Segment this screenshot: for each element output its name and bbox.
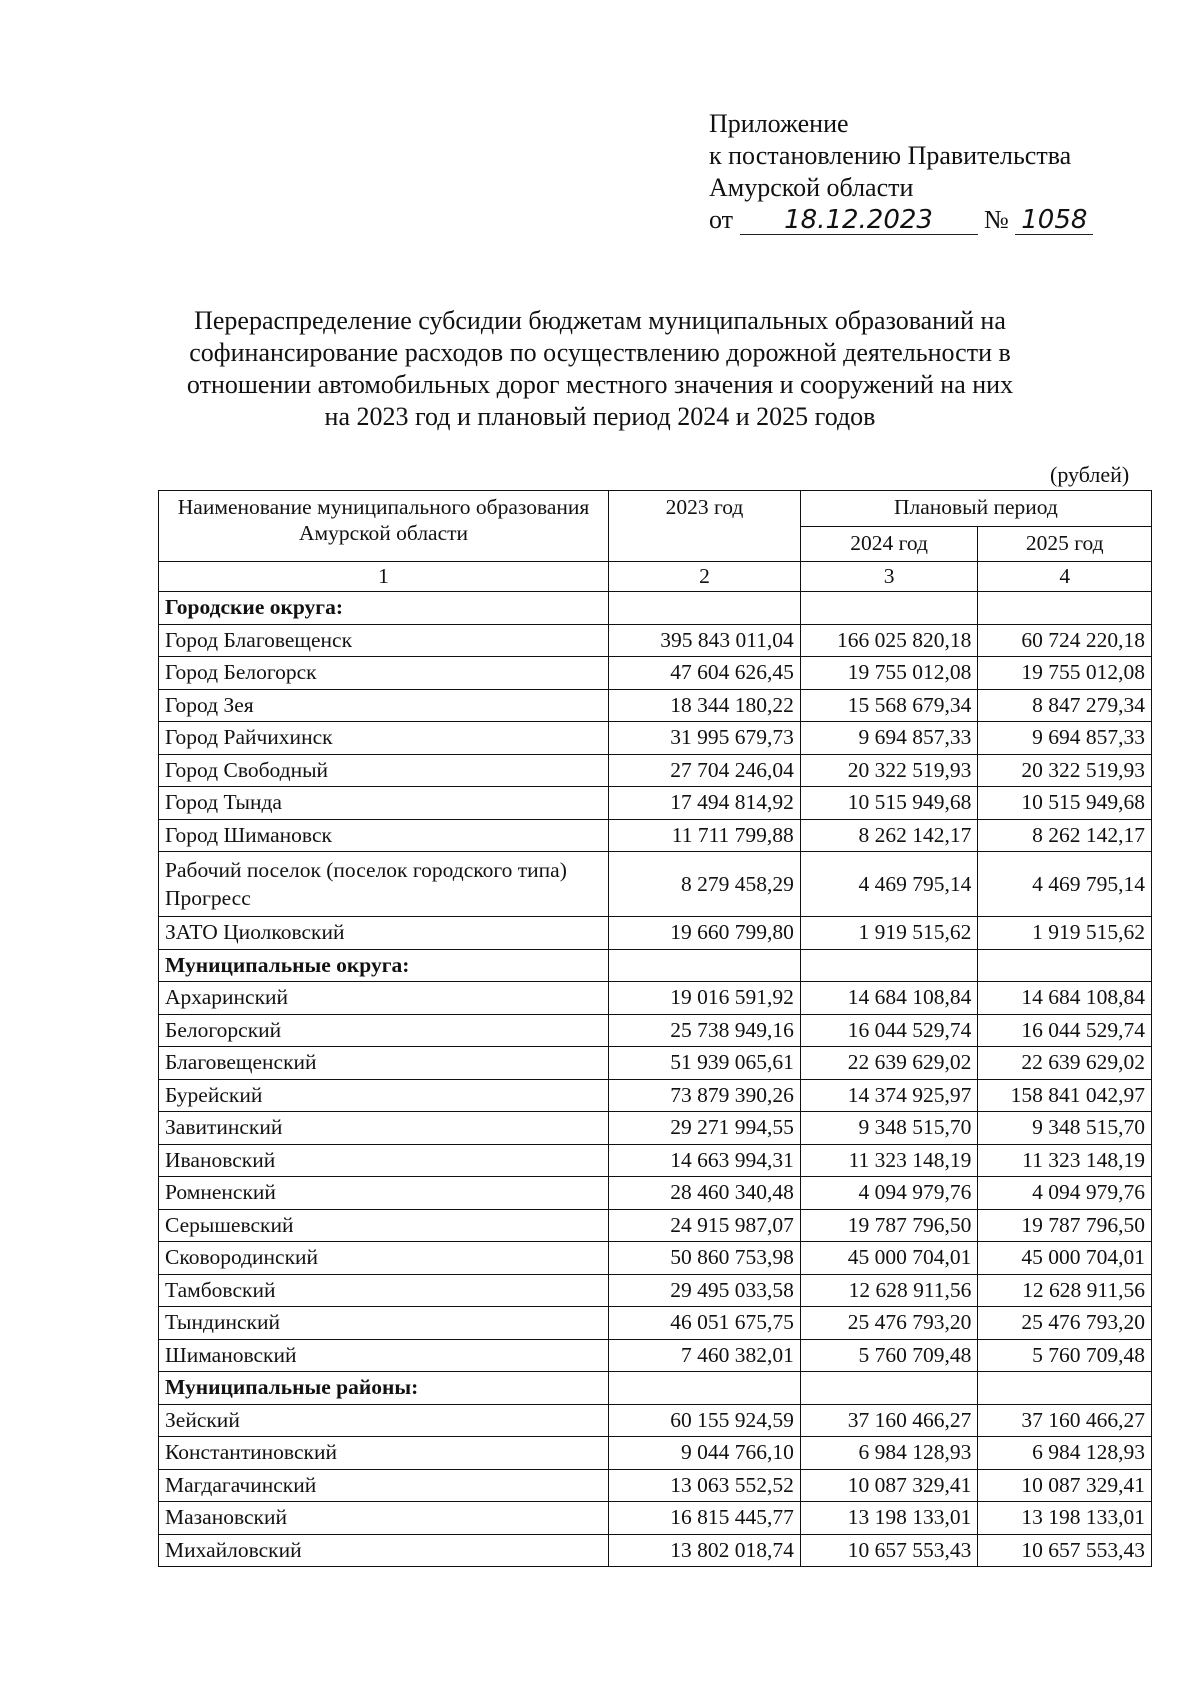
- table-row: [159, 1502, 1152, 1535]
- table-row: [159, 1404, 1152, 1437]
- value-2024: 37 160 466,27: [800, 1404, 978, 1437]
- value-2025: 19 755 012,08: [978, 657, 1152, 690]
- value-2025: 25 476 793,20: [978, 1307, 1152, 1340]
- value-2024: 9 694 857,33: [800, 722, 978, 755]
- municipality-name: Город Свободный: [159, 754, 609, 787]
- table-row: [159, 1144, 1152, 1177]
- municipality-name: Константиновский: [159, 1437, 609, 1470]
- municipality-name: Белогорский: [159, 1014, 609, 1047]
- table-row: [159, 982, 1152, 1015]
- municipality-name: Город Зея: [159, 689, 609, 722]
- table-row: [159, 1014, 1152, 1047]
- value-2023: 13 063 552,52: [609, 1469, 801, 1502]
- value-2025: 9 348 515,70: [978, 1112, 1152, 1145]
- annex-block: [709, 108, 1093, 236]
- value-2024: 5 760 709,48: [800, 1339, 978, 1372]
- value-2023: 18 344 180,22: [609, 689, 801, 722]
- empty-cell: [800, 949, 978, 982]
- value-2024: 10 515 949,68: [800, 787, 978, 820]
- municipality-name: Тындинский: [159, 1307, 609, 1340]
- title-line-2: софинансирование расходов по осуществлению дорожной деятельности в: [189, 338, 1011, 367]
- value-2025: 19 787 796,50: [978, 1209, 1152, 1242]
- value-2023: 8 279 458,29: [609, 852, 801, 917]
- value-2024: 22 639 629,02: [800, 1047, 978, 1080]
- section-title: Городские округа:: [159, 592, 609, 625]
- municipality-name: Город Благовещенск: [159, 624, 609, 657]
- annex-region: Амурской области: [709, 173, 914, 202]
- empty-cell: [800, 592, 978, 625]
- table-row: [159, 657, 1152, 690]
- municipality-name: Рабочий поселок (поселок городского типа) Прогресс: [159, 852, 609, 917]
- table-row: [159, 917, 1152, 950]
- value-2024: 11 323 148,19: [800, 1144, 978, 1177]
- value-2024: 19 787 796,50: [800, 1209, 978, 1242]
- value-2025: 4 469 795,14: [978, 852, 1152, 917]
- empty-cell: [609, 592, 801, 625]
- table-row: [159, 1209, 1152, 1242]
- table-row: [159, 624, 1152, 657]
- municipality-name: Магдагачинский: [159, 1469, 609, 1502]
- value-2024: 14 374 925,97: [800, 1079, 978, 1112]
- table-row: [159, 1047, 1152, 1080]
- value-2024: 25 476 793,20: [800, 1307, 978, 1340]
- header-2024: 2024 год: [800, 526, 978, 562]
- value-2023: 73 879 390,26: [609, 1079, 801, 1112]
- value-2025: 10 515 949,68: [978, 787, 1152, 820]
- value-2023: 28 460 340,48: [609, 1177, 801, 1210]
- table-row: [159, 1437, 1152, 1470]
- value-2024: 4 469 795,14: [800, 852, 978, 917]
- section-title: Муниципальные районы:: [159, 1372, 609, 1405]
- municipality-name: Благовещенский: [159, 1047, 609, 1080]
- header-2025: 2025 год: [978, 526, 1152, 562]
- empty-cell: [978, 1372, 1152, 1405]
- annex-date-line: [709, 204, 1093, 236]
- column-number: 4: [978, 562, 1152, 592]
- header-planned-period: Плановый период: [800, 491, 1151, 527]
- value-2023: 47 604 626,45: [609, 657, 801, 690]
- empty-cell: [800, 1372, 978, 1405]
- number-prefix: №: [984, 205, 1009, 234]
- value-2023: 9 044 766,10: [609, 1437, 801, 1470]
- empty-cell: [609, 949, 801, 982]
- title-line-3: отношении автомобильных дорог местного значения и сооружений на них: [186, 370, 1014, 399]
- value-2024: 45 000 704,01: [800, 1242, 978, 1275]
- value-2023: 24 915 987,07: [609, 1209, 801, 1242]
- value-2023: 13 802 018,74: [609, 1534, 801, 1567]
- municipality-name: ЗАТО Циолковский: [159, 917, 609, 950]
- value-2023: 29 271 994,55: [609, 1112, 801, 1145]
- column-number: 3: [800, 562, 978, 592]
- table-row: [159, 852, 1152, 917]
- municipality-name: Город Тында: [159, 787, 609, 820]
- table-header: [159, 491, 1152, 592]
- table-row: [159, 1469, 1152, 1502]
- value-2024: 4 094 979,76: [800, 1177, 978, 1210]
- value-2025: 1 919 515,62: [978, 917, 1152, 950]
- value-2024: 14 684 108,84: [800, 982, 978, 1015]
- section-row: [159, 1372, 1152, 1405]
- annex-reference: к постановлению Правительства: [709, 141, 1072, 170]
- value-2025: 11 323 148,19: [978, 1144, 1152, 1177]
- municipality-name: Архаринский: [159, 982, 609, 1015]
- document-title: [150, 305, 1050, 433]
- value-2024: 15 568 679,34: [800, 689, 978, 722]
- municipality-name: Завитинский: [159, 1112, 609, 1145]
- value-2025: 5 760 709,48: [978, 1339, 1152, 1372]
- section-title: Муниципальные округа:: [159, 949, 609, 982]
- value-2025: 14 684 108,84: [978, 982, 1152, 1015]
- municipality-name: Город Белогорск: [159, 657, 609, 690]
- value-2025: 10 087 329,41: [978, 1469, 1152, 1502]
- value-2025: 45 000 704,01: [978, 1242, 1152, 1275]
- value-2023: 14 663 994,31: [609, 1144, 801, 1177]
- empty-cell: [978, 592, 1152, 625]
- table-row: [159, 787, 1152, 820]
- value-2023: 19 660 799,80: [609, 917, 801, 950]
- table-row: [159, 1079, 1152, 1112]
- value-2024: 10 087 329,41: [800, 1469, 978, 1502]
- header-2023: 2023 год: [609, 491, 801, 562]
- value-2025: 8 847 279,34: [978, 689, 1152, 722]
- value-2023: 46 051 675,75: [609, 1307, 801, 1340]
- empty-cell: [609, 1372, 801, 1405]
- value-2025: 9 694 857,33: [978, 722, 1152, 755]
- table-row: [159, 1177, 1152, 1210]
- value-2023: 51 939 065,61: [609, 1047, 801, 1080]
- table-row: [159, 1307, 1152, 1340]
- column-number: 1: [159, 562, 609, 592]
- value-2023: 17 494 814,92: [609, 787, 801, 820]
- value-2023: 7 460 382,01: [609, 1339, 801, 1372]
- table-row: [159, 722, 1152, 755]
- value-2025: 22 639 629,02: [978, 1047, 1152, 1080]
- table-body: [159, 592, 1152, 1567]
- empty-cell: [978, 949, 1152, 982]
- municipality-name: Сковородинский: [159, 1242, 609, 1275]
- value-2023: 50 860 753,98: [609, 1242, 801, 1275]
- table-row: [159, 1534, 1152, 1567]
- value-2025: 13 198 133,01: [978, 1502, 1152, 1535]
- title-line-4: на 2023 год и плановый период 2024 и 2025 годов: [324, 402, 876, 431]
- municipality-name: Город Райчихинск: [159, 722, 609, 755]
- table-row: [159, 754, 1152, 787]
- municipality-name: Мазановский: [159, 1502, 609, 1535]
- value-2024: 166 025 820,18: [800, 624, 978, 657]
- value-2023: 27 704 246,04: [609, 754, 801, 787]
- value-2024: 9 348 515,70: [800, 1112, 978, 1145]
- value-2023: 16 815 445,77: [609, 1502, 801, 1535]
- units-label: (рублей): [1050, 462, 1130, 487]
- value-2025: 6 984 128,93: [978, 1437, 1152, 1470]
- municipality-name: Ивановский: [159, 1144, 609, 1177]
- handwritten-date: 18.12.2023: [740, 206, 978, 235]
- value-2025: 4 094 979,76: [978, 1177, 1152, 1210]
- value-2023: 25 738 949,16: [609, 1014, 801, 1047]
- value-2025: 12 628 911,56: [978, 1274, 1152, 1307]
- value-2024: 20 322 519,93: [800, 754, 978, 787]
- municipality-name: Город Шимановск: [159, 819, 609, 852]
- value-2023: 31 995 679,73: [609, 722, 801, 755]
- subsidy-table: [158, 490, 1152, 1567]
- section-row: [159, 949, 1152, 982]
- value-2023: 60 155 924,59: [609, 1404, 801, 1437]
- value-2024: 16 044 529,74: [800, 1014, 978, 1047]
- value-2023: 19 016 591,92: [609, 982, 801, 1015]
- section-row: [159, 592, 1152, 625]
- value-2025: 60 724 220,18: [978, 624, 1152, 657]
- annex-title: Приложение: [709, 109, 849, 138]
- column-number: 2: [609, 562, 801, 592]
- value-2024: 12 628 911,56: [800, 1274, 978, 1307]
- value-2023: 395 843 011,04: [609, 624, 801, 657]
- value-2025: 16 044 529,74: [978, 1014, 1152, 1047]
- municipality-name: Бурейский: [159, 1079, 609, 1112]
- municipality-name: Серышевский: [159, 1209, 609, 1242]
- value-2025: 10 657 553,43: [978, 1534, 1152, 1567]
- value-2024: 1 919 515,62: [800, 917, 978, 950]
- date-prefix: от: [709, 205, 734, 234]
- table-row: [159, 689, 1152, 722]
- municipality-name: Тамбовский: [159, 1274, 609, 1307]
- municipality-name: Михайловский: [159, 1534, 609, 1567]
- table-row: [159, 1242, 1152, 1275]
- value-2024: 13 198 133,01: [800, 1502, 978, 1535]
- table-row: [159, 819, 1152, 852]
- value-2023: 29 495 033,58: [609, 1274, 801, 1307]
- value-2025: 37 160 466,27: [978, 1404, 1152, 1437]
- municipality-name: Шимановский: [159, 1339, 609, 1372]
- value-2024: 8 262 142,17: [800, 819, 978, 852]
- value-2025: 158 841 042,97: [978, 1079, 1152, 1112]
- value-2023: 11 711 799,88: [609, 819, 801, 852]
- table-row: [159, 1274, 1152, 1307]
- table-row: [159, 1112, 1152, 1145]
- municipality-name: Ромненский: [159, 1177, 609, 1210]
- header-municipality: Наименование муниципального образования Амурской области: [159, 491, 609, 562]
- value-2025: 20 322 519,93: [978, 754, 1152, 787]
- municipality-name: Зейский: [159, 1404, 609, 1437]
- handwritten-number: 1058: [1015, 206, 1093, 235]
- table-row: [159, 1339, 1152, 1372]
- value-2024: 10 657 553,43: [800, 1534, 978, 1567]
- value-2025: 8 262 142,17: [978, 819, 1152, 852]
- value-2024: 6 984 128,93: [800, 1437, 978, 1470]
- value-2024: 19 755 012,08: [800, 657, 978, 690]
- title-line-1: Перераспределение субсидии бюджетам муниципальных образований на: [194, 306, 1006, 335]
